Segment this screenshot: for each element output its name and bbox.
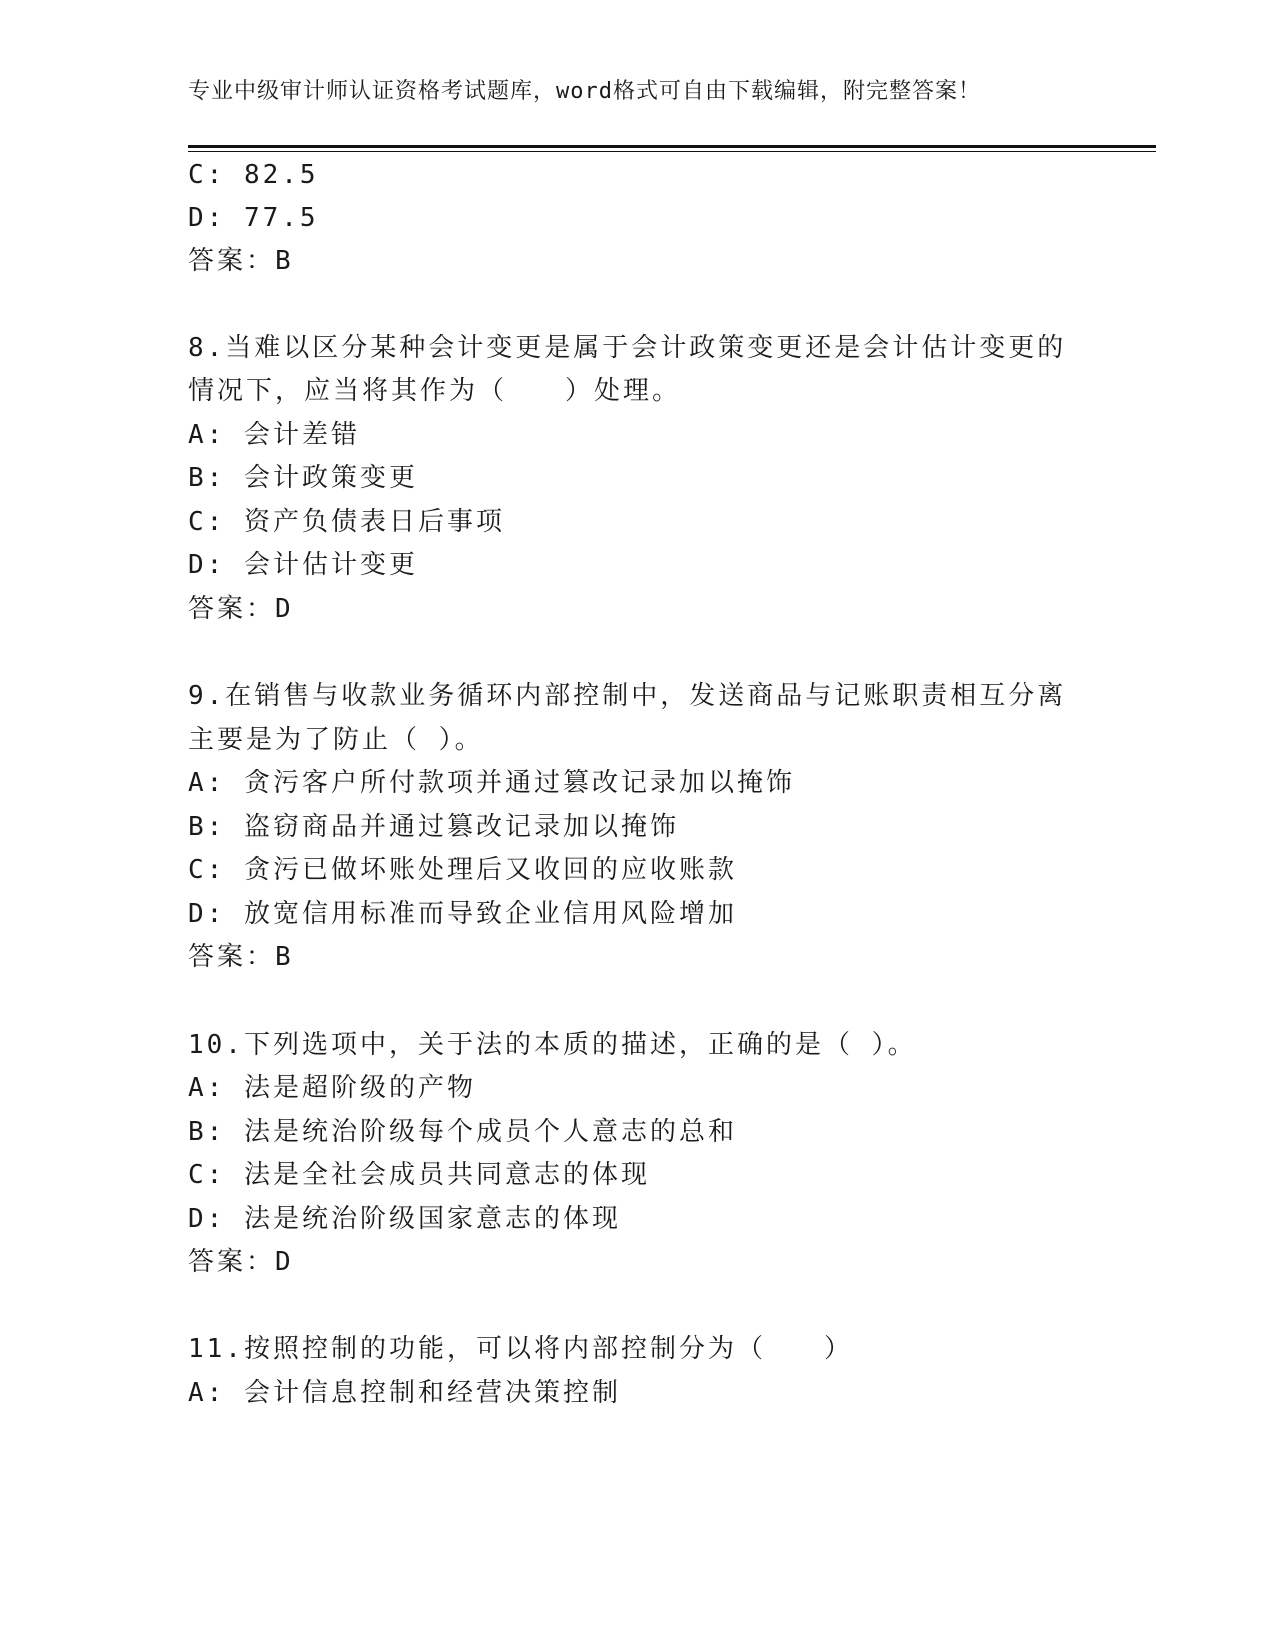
- page-header: 专业中级审计师认证资格考试题库，word格式可自由下载编辑，附完整答案！: [188, 79, 981, 104]
- question-stem: 主要是为了防止（ ）。: [188, 725, 484, 755]
- option-a: A: 会计信息控制和经营决策控制: [188, 1378, 621, 1408]
- option-a: A: 贪污客户所付款项并通过篡改记录加以掩饰: [188, 768, 795, 798]
- answer: 答案：B: [188, 246, 294, 276]
- option-b: B: 法是统治阶级每个成员个人意志的总和: [188, 1117, 737, 1147]
- question-stem: 10.下列选项中，关于法的本质的描述，正确的是（ ）。: [188, 1030, 917, 1060]
- question-stem: 9.在销售与收款业务循环内部控制中，发送商品与记账职责相互分离: [188, 681, 1067, 711]
- header-rule-thick: [188, 145, 1156, 148]
- option-d: D: 会计估计变更: [188, 550, 418, 580]
- option-b: B: 会计政策变更: [188, 463, 418, 493]
- option-d: D: 法是统治阶级国家意志的体现: [188, 1204, 621, 1234]
- option-a: A: 法是超阶级的产物: [188, 1073, 476, 1103]
- question-stem: 11.按照控制的功能，可以将内部控制分为（ ）: [188, 1334, 853, 1364]
- answer: 答案：D: [188, 1247, 294, 1277]
- option-b: B: 盗窃商品并通过篡改记录加以掩饰: [188, 812, 679, 842]
- option-d: D: 放宽信用标准而导致企业信用风险增加: [188, 899, 737, 929]
- option-d: D: 77.5: [188, 203, 319, 233]
- option-c: C: 法是全社会成员共同意志的体现: [188, 1160, 650, 1190]
- question-stem: 8.当难以区分某种会计变更是属于会计政策变更还是会计估计变更的: [188, 333, 1067, 363]
- header-rule-thin: [188, 151, 1156, 152]
- option-a: A: 会计差错: [188, 420, 360, 450]
- answer: 答案：B: [188, 942, 294, 972]
- option-c: C: 贪污已做坏账处理后又收回的应收账款: [188, 855, 737, 885]
- option-c: C: 82.5: [188, 160, 319, 190]
- option-c: C: 资产负债表日后事项: [188, 507, 505, 537]
- question-stem: 情况下，应当将其作为（ ）处理。: [188, 376, 682, 406]
- answer: 答案：D: [188, 594, 294, 624]
